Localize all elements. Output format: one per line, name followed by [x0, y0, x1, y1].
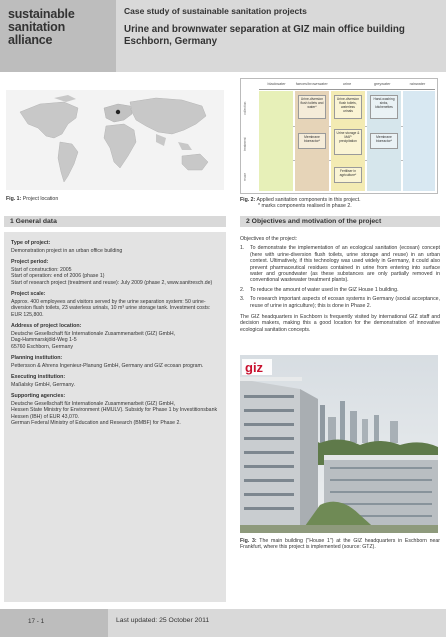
objectives-text: [240, 234, 440, 333]
fig1-caption-label: Fig. 1:: [6, 196, 22, 202]
field-value: Deutsche Gesellschaft für Internationale Zusammenarbeit (GIZ) GmbH, Dag-Hammarskjöld-Weg 1-5 65760 Eschborn, Germany: [11, 330, 176, 350]
fig2-caption-label: Fig. 2:: [240, 197, 256, 203]
header-title-block: [116, 0, 446, 72]
column-header: rainwater: [400, 82, 435, 90]
field-label: Planning institution:: [11, 355, 63, 361]
component-box: Fertiliser in agriculture*: [334, 167, 362, 183]
component-box: Urine-diversion flush toilets, waterless urinals: [334, 95, 362, 119]
column-header: faeces/brownwater: [294, 82, 329, 90]
objective-item: 3. To research important aspects of ecosan systems in Germany (social acceptance, reuse of urine in agriculture); this is done in Phase 2.: [240, 296, 440, 309]
fig2-caption-note: * marks components realised in phase 2.: [258, 203, 352, 210]
fig1-caption-text: Project location: [22, 196, 59, 202]
diagram-column-headers: [259, 82, 435, 90]
page-title: [124, 24, 440, 48]
objective-item: 1. To demonstrate the implementation of an ecological sanitation (ecosan) concept (here with urine-diversion flush toilets, urine storage and reuse) in an urban context. Ultimatively, if this technology was used widely in Germany, it could also prevent pharmaceutical residues contained in urine from entering into surface water and groundwater (as these substances are only partially removed in conventional wastewater treatment plants).: [240, 245, 440, 284]
location-marker-icon: [116, 110, 120, 114]
row-label: treatment: [243, 137, 247, 151]
page-footer: [0, 609, 446, 637]
field-label: Supporting agencies:: [11, 393, 66, 399]
fig3-caption: [240, 538, 440, 551]
logo-line: alliance: [8, 33, 53, 47]
world-map-image: [6, 90, 224, 190]
field-value: Approx. 400 employees and visitors served by the urine separation system: 50 urine-diversion flush toilets, 23 waterless urinals, 10 m³ urine storage tank. Investment costs: EUR 125,800.: [11, 298, 212, 318]
field-label: Project scale:: [11, 291, 46, 297]
page-number: 17 - 1: [0, 609, 108, 637]
building-photo-graphic: [240, 355, 438, 533]
world-map-graphic: [6, 90, 224, 190]
fig2-caption: [240, 197, 440, 210]
susana-logo: [0, 0, 116, 72]
general-data-box: [4, 232, 226, 602]
logo-line: sanitation: [8, 20, 66, 34]
section-header-general-data: 1 General data: [4, 216, 226, 227]
row-label: collection: [243, 101, 247, 115]
objectives-paragraph: The GIZ headquarters in Eschborn is frequently visited by international GIZ staff and decision makers, making this a good location for the demonstration of innovative ecological sanitation concepts.: [240, 314, 440, 333]
field-value: Start of construction: 2005 Start of operation: end of 2006 (phase 1) Start of research project (treatment and reuse): July 2009 (phase 2, www.sanitresch.de): [11, 266, 213, 286]
page-header: [0, 0, 446, 72]
fig3-caption-text: The main building ("House 1") at the GIZ headquarters in Eschborn near Frankfurt, where this project is implemented (source: GTZ).: [240, 538, 440, 551]
field-label: Address of project location:: [11, 323, 82, 329]
field-label: Project period:: [11, 259, 49, 265]
component-box: Membrane bioreactor*: [298, 133, 326, 149]
component-box: Urine storage & MAP precipitation: [334, 129, 362, 155]
column-header: urine: [329, 82, 364, 90]
field-value: Deutsche Gesellschaft für Internationale Zusammenarbeit (GIZ) GmbH, Hessen State Ministry for Environment (HMULV). Subsidy for Phase 1 by Investitionsbank Hessen (IBH) of EUR 43,070. German Federal Ministry of Education and Research (BMBF) for Phase 2.: [11, 400, 218, 426]
fig1-caption: [6, 196, 58, 202]
field-value: Pettersson & Ahrens Ingenieur-Planung GmbH, Germany and GIZ ecosan program.: [11, 362, 204, 369]
field-value: Maßalsky GmbH, Germany.: [11, 381, 75, 388]
page-title-line: Eschborn, Germany: [124, 36, 218, 47]
column-rainwater: [403, 91, 435, 191]
objectives-intro: Objectives of the project:: [240, 236, 298, 242]
series-title: Case study of sustainable sanitation projects: [124, 6, 307, 16]
component-box: Membrane bioreactor*: [370, 133, 398, 149]
building-photo: [240, 355, 438, 533]
logo-line: sustainable: [8, 7, 75, 21]
section-header-objectives: 2 Objectives and motivation of the project: [240, 216, 440, 227]
field-label: Type of project:: [11, 240, 51, 246]
sanitation-components-diagram: [240, 78, 438, 194]
column-blackwater: [259, 91, 293, 191]
page-title-line: Urine and brownwater separation at GIZ main office building: [124, 24, 405, 35]
field-label: Executing institution:: [11, 374, 66, 380]
column-header: greywater: [365, 82, 400, 90]
field-value: Demonstration project in an urban office building: [11, 247, 123, 254]
last-updated: Last updated: 25 October 2011: [108, 609, 446, 637]
column-header: blackwater: [259, 82, 294, 90]
row-label: reuse: [243, 173, 247, 181]
component-box: Hand-washing sinks, kitchenettes: [370, 95, 398, 119]
objective-item: 2. To reduce the amount of water used in the GIZ House 1 building.: [240, 286, 399, 293]
fig3-caption-label: Fig. 3:: [240, 538, 257, 544]
component-box: Urine-diversion flush toilets and water*: [298, 95, 326, 119]
giz-logo: giz: [245, 360, 264, 375]
fig2-caption-text: Applied sanitation components in this project.: [256, 197, 361, 203]
